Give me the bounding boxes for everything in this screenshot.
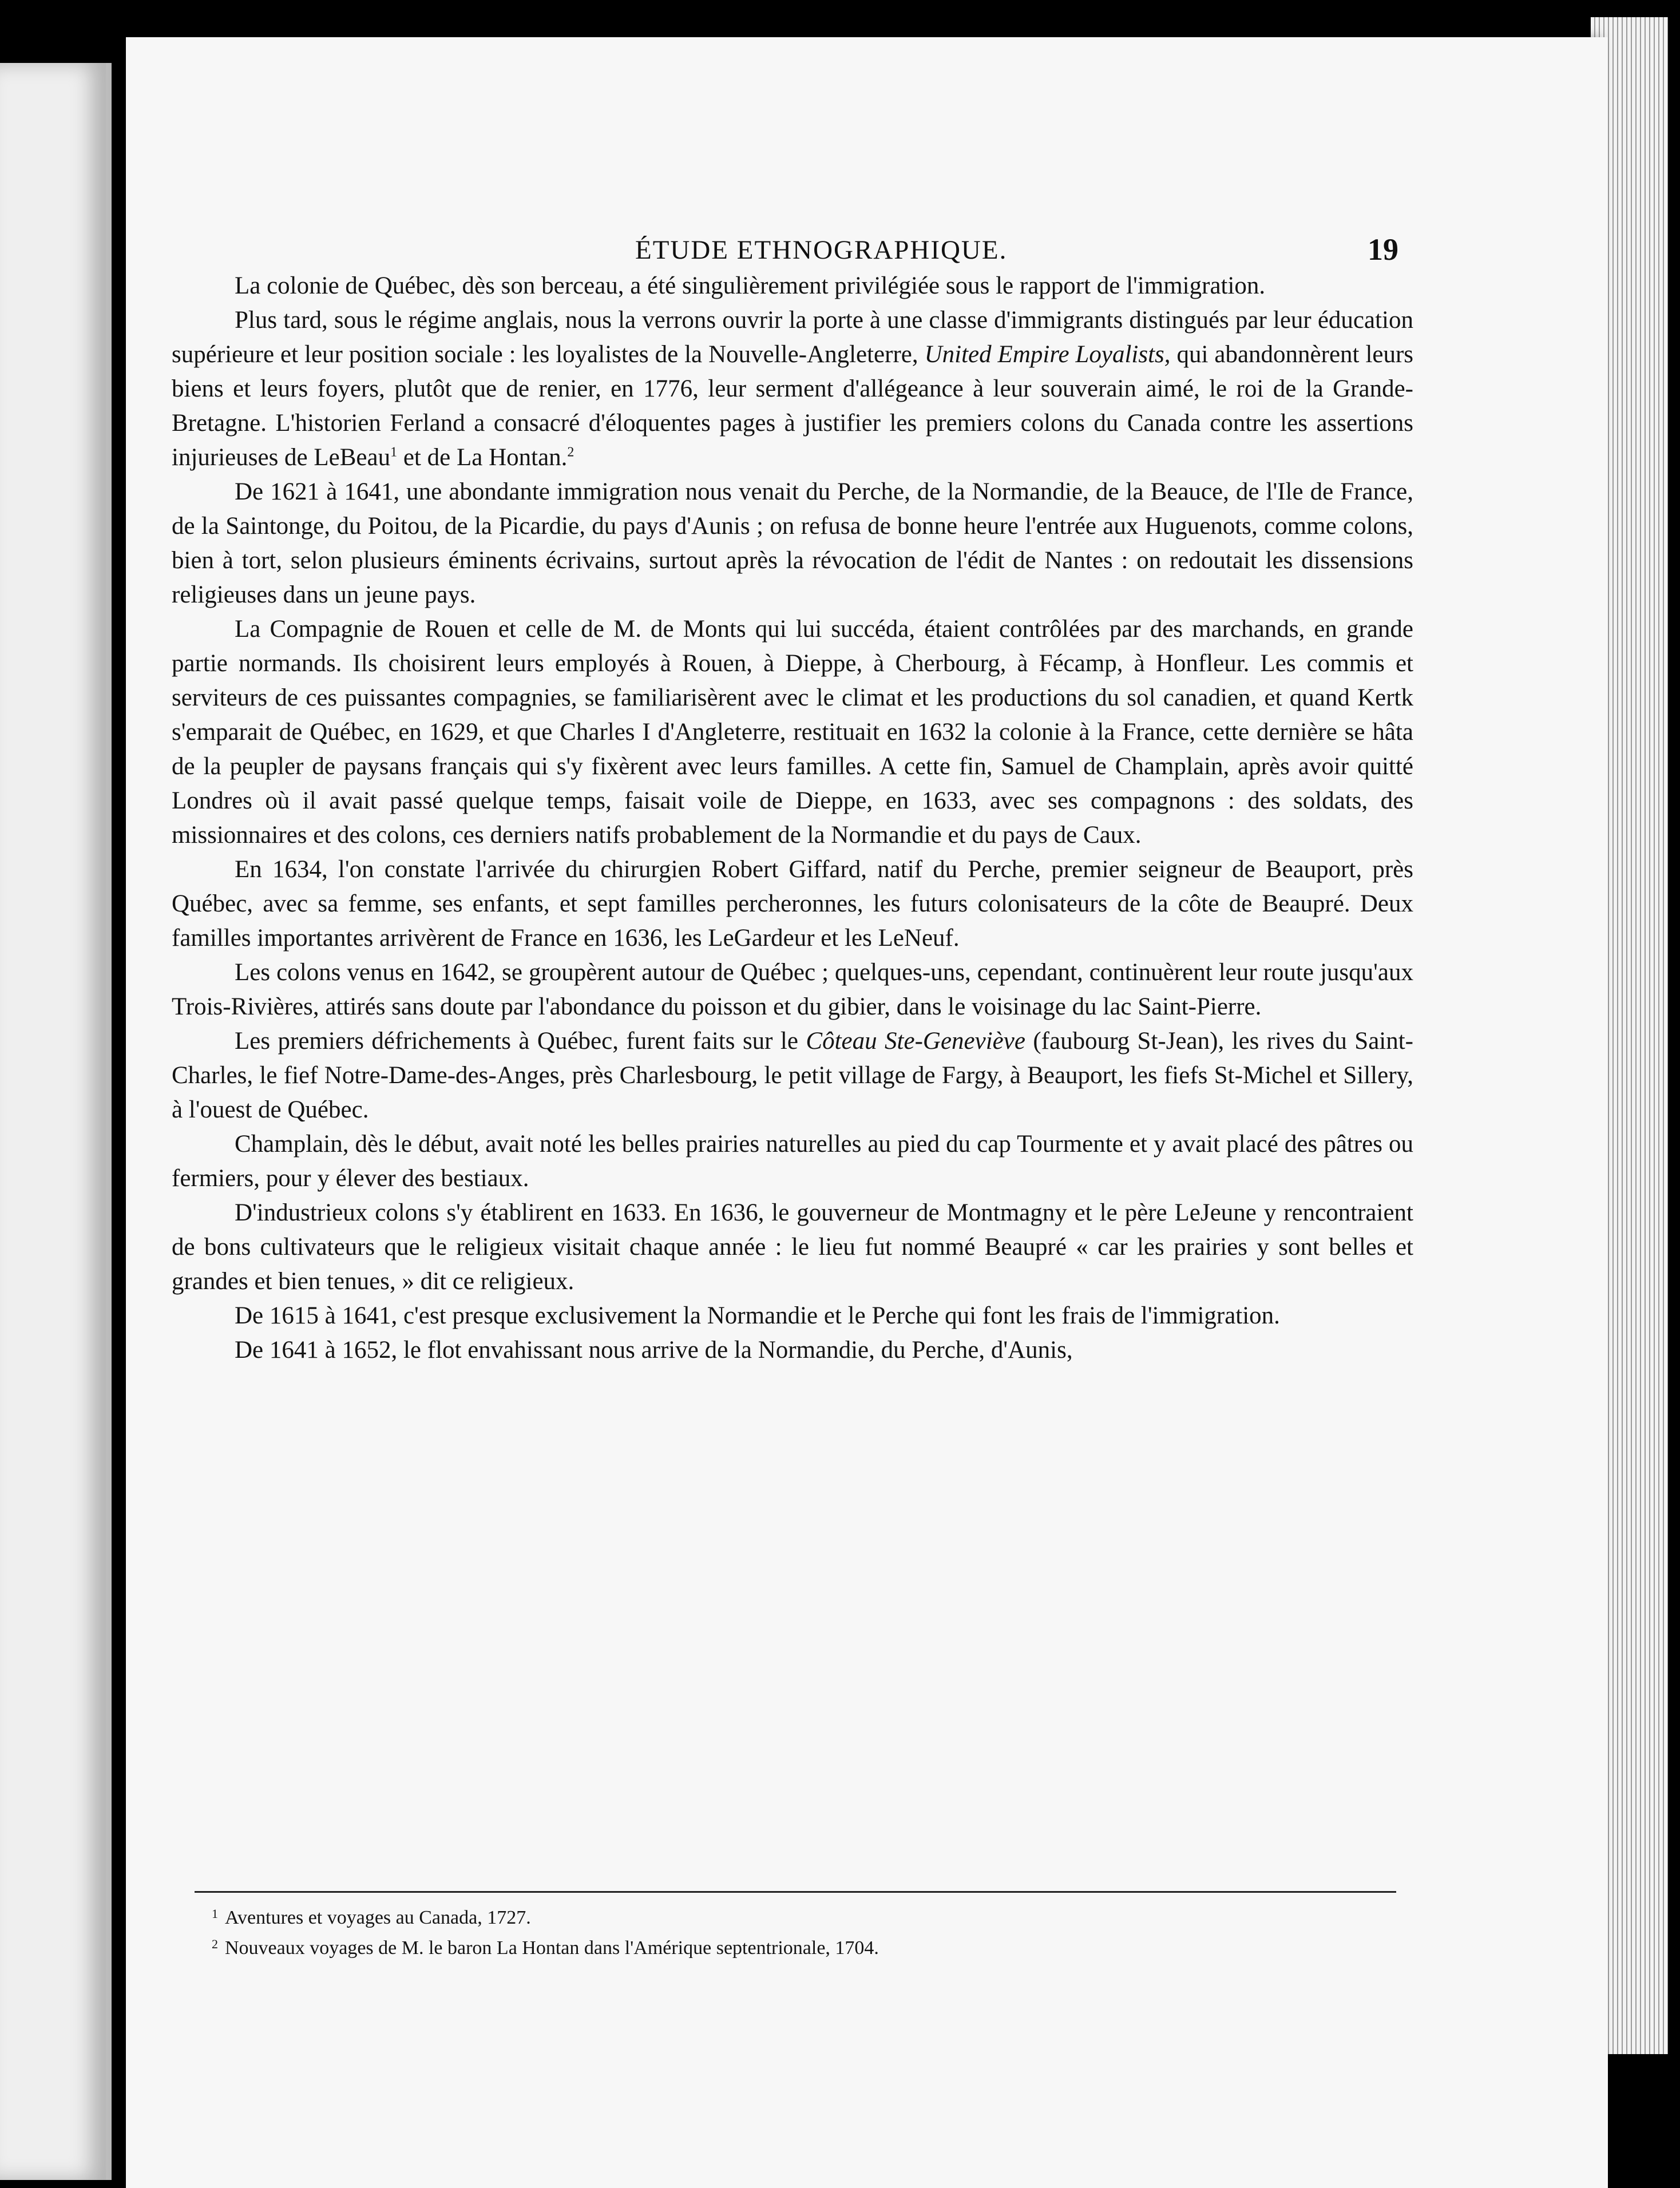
footnote-1-text: Aventures et voyages au Canada, 1727. — [225, 1907, 531, 1928]
paragraph-1-text: La colonie de Québec, dès son berceau, a été singulièrement privilégiée sous le rapport de l'immigration. — [235, 272, 1266, 299]
paragraph-5-text: En 1634, l'on constate l'arrivée du chirurgien Robert Giffard, natif du Perche, premier seigneur de Beauport, près Québec, avec sa femme, ses enfants, et sept familles percheronnes, les futurs colonisateurs de la côte de Beaupré. Deux familles importantes arrivèrent de France en 1636, les LeGardeur et les LeNeuf. — [172, 856, 1413, 952]
page-number: 19 — [1368, 232, 1398, 267]
left-page-edge — [0, 63, 112, 2180]
paragraph-11 — [172, 1333, 1413, 1368]
running-head: ÉTUDE ETHNOGRAPHIQUE. — [635, 235, 1008, 265]
footnote-ref-1: 1 — [390, 445, 398, 460]
paragraph-4 — [172, 612, 1413, 853]
paragraph-7-text-a: Les premiers défrichements à Québec, furent faits sur le — [235, 1028, 798, 1055]
paragraph-10-text: De 1615 à 1641, c'est presque exclusivement la Normandie et le Perche qui font les frais de l'immigration. — [235, 1302, 1280, 1329]
footnote-2 — [195, 1931, 1396, 1961]
body-text — [172, 269, 1413, 1368]
paragraph-8 — [172, 1127, 1413, 1196]
paragraph-4-text: La Compagnie de Rouen et celle de M. de Monts qui lui succéda, étaient contrôlées par des marchands, en grande partie normands. Ils choisirent leurs employés à Rouen, à Dieppe, à Cherbourg, à Fécamp, à Honfleur. Les commis et serviteurs de ces puissantes compagnies, se familiarisèrent avec le climat et les productions du sol canadien, et quand Kertk s'emparait de Québec, en 1629, et que Charles I d'Angleterre, restituait en 1632 la colonie à la France, cette dernière se hâta de la peupler de paysans français qui s'y fixèrent avec leurs familles. A cette fin, Samuel de Champlain, après avoir quitté Londres où il avait passé quelque temps, faisait voile de Dieppe, en 1633, avec ses compagnons : des soldats, des missionnaires et des colons, ces derniers natifs probablement de la Normandie et du pays de Caux. — [172, 616, 1413, 849]
italic-loyalists: United Empire Loyalists, — [924, 341, 1171, 368]
paragraph-9 — [172, 1196, 1413, 1299]
paragraph-1 — [172, 269, 1413, 303]
footnote-1-marker: 1 — [212, 1906, 218, 1921]
paragraph-5 — [172, 853, 1413, 956]
paragraph-3-text: De 1621 à 1641, une abondante immigration nous venait du Perche, de la Normandie, de la Beauce, de l'Ile de France, de la Saintonge, du Poitou, de la Picardie, du pays d'Aunis ; on refusa de bonne heure l'entrée aux Huguenots, comme colons, bien à tort, selon plusieurs éminents écrivains, surtout après la révocation de l'édit de Nantes : on redoutait les dissensions religieuses dans un jeune pays. — [172, 478, 1413, 608]
footnotes — [195, 1891, 1396, 1961]
footnote-2-marker: 2 — [212, 1937, 218, 1951]
footnote-2-text: Nouveaux voyages de M. le baron La Hontan dans l'Amérique septentrionale, 1704. — [225, 1937, 879, 1959]
paragraph-2-text-a: Plus tard, sous le régime anglais, nous la verrons ouvrir la porte à une classe d'immigrants distingués par leur éducation supérieure et leur position sociale : les loyalistes de la Nouvelle-Angleterre, — [172, 307, 1413, 368]
paragraph-7 — [172, 1024, 1413, 1127]
italic-coteau: Côteau Ste-Geneviève — [806, 1028, 1025, 1055]
paragraph-2-text-b: qui abandonnèrent leurs biens et leurs foyers, plutôt que de renier, en 1776, leur serment d'allégeance à leur souverain aimé, le roi de la Grande-Bretagne. L'historien Ferland a consacré d'éloquentes pages à justifier les premiers colons du Canada contre les assertions injurieuses de LeBeau — [172, 341, 1414, 471]
paragraph-9-text: D'industrieux colons s'y établirent en 1633. En 1636, le gouverneur de Montmagny et le père LeJeune y rencontraient de bons cultivateurs que le religieux visitait chaque année : le lieu fut nommé Beaupré « car les prairies y sont belles et grandes et bien tenues, » dit ce religieux. — [172, 1199, 1413, 1295]
paragraph-8-text: Champlain, dès le début, avait noté les belles prairies naturelles au pied du cap Tourmente et y avait placé des pâtres ou fermiers, pour y élever des bestiaux. — [172, 1131, 1413, 1192]
paragraph-2-text-c: et de La Hontan. — [403, 444, 568, 471]
paragraph-10 — [172, 1299, 1413, 1333]
footnote-ref-2: 2 — [567, 445, 574, 460]
paragraph-2 — [172, 303, 1413, 475]
paragraph-3 — [172, 475, 1413, 612]
paragraph-6 — [172, 956, 1413, 1024]
paragraph-7-text-b: (faubourg St-Jean), les rives du Saint-Charles, le fief Notre-Dame-des-Anges, près Charlesbourg, le petit village de Fargy, à Beauport, les fiefs St-Michel et Sillery, à l'ouest de Québec. — [172, 1028, 1414, 1123]
paragraph-6-text: Les colons venus en 1642, se groupèrent autour de Québec ; quelques-uns, cependant, continuèrent leur route jusqu'aux Trois-Rivières, attirés sans doute par l'abondance du poisson et du gibier, dans le voisinage du lac Saint-Pierre. — [172, 959, 1413, 1020]
footnote-1 — [195, 1901, 1396, 1931]
paragraph-11-text: De 1641 à 1652, le flot envahissant nous arrive de la Normandie, du Perche, d'Aunis, — [235, 1337, 1073, 1363]
